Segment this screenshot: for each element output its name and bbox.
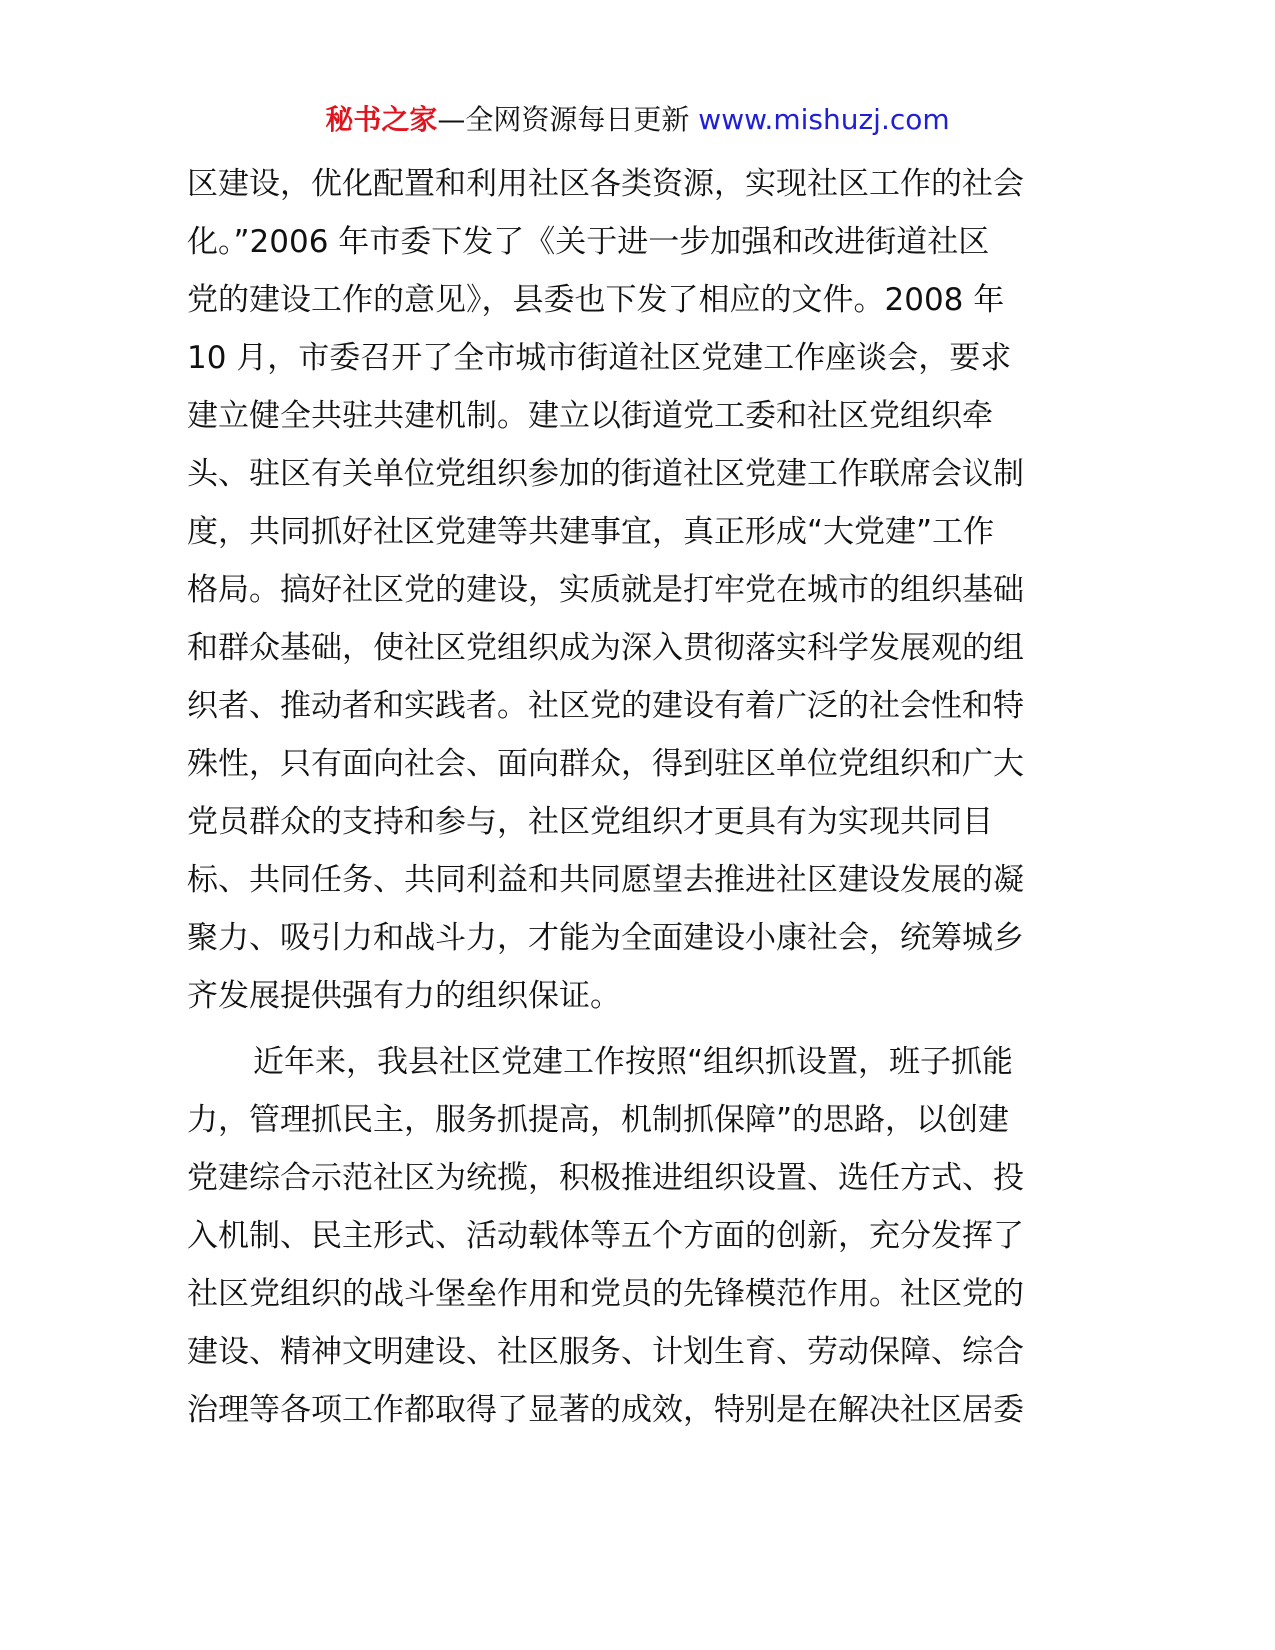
text-line: 齐发展提供强有力的组织保证。 [187, 978, 621, 1014]
text-line: 党建综合示范社区为统揽，积极推进组织设置、选任方式、投 [187, 1160, 1024, 1196]
paragraph-spacer [187, 1025, 1087, 1033]
text-line: 头、驻区有关单位党组织参加的街道社区党建工作联席会议制 [187, 456, 1024, 492]
text-line: 和群众基础，使社区党组织成为深入贯彻落实科学发展观的组 [187, 630, 1024, 666]
website-url[interactable]: www.mishuzj.com [698, 103, 950, 136]
text-line: 10 月，市委召开了全市城市街道社区党建工作座谈会，要求 [187, 340, 1012, 376]
text-line: 织者、推动者和实践者。社区党的建设有着广泛的社会性和特 [187, 688, 1024, 724]
text-line: 党员群众的支持和参与，社区党组织才更具有为实现共同目 [187, 804, 993, 840]
text-line: 党的建设工作的意见》，县委也下发了相应的文件。2008 年 [187, 282, 1005, 318]
text-line-indented: 近年来，我县社区党建工作按照“组织抓设置，班子抓能 [253, 1044, 1014, 1080]
text-line: 治理等各项工作都取得了显著的成效，特别是在解决社区居委 [187, 1392, 1024, 1428]
text-line: 标、共同任务、共同利益和共同愿望去推进社区建设发展的凝 [187, 862, 1024, 898]
text-line: 化。”2006 年市委下发了《关于进一步加强和改进街道社区 [187, 224, 990, 260]
page-header [0, 100, 1275, 140]
header-tagline: —全网资源每日更新 [437, 103, 690, 136]
text-line: 区建设，优化配置和利用社区各类资源，实现社区工作的社会 [187, 166, 1024, 202]
text-line: 格局。搞好社区党的建设，实质就是打牢党在城市的组织基础 [187, 572, 1024, 608]
brand-name: 秘书之家 [325, 103, 438, 136]
paragraph-1 [187, 155, 1087, 1025]
text-line: 聚力、吸引力和战斗力，才能为全面建设小康社会，统筹城乡 [187, 920, 1024, 956]
text-line: 殊性，只有面向社会、面向群众，得到驻区单位党组织和广大 [187, 746, 1024, 782]
document-body [187, 155, 1087, 1439]
text-line: 度，共同抓好社区党建等共建事宜，真正形成“大党建”工作 [187, 514, 995, 550]
text-line: 建立健全共驻共建机制。建立以街道党工委和社区党组织牵 [187, 398, 993, 434]
text-line: 入机制、民主形式、活动载体等五个方面的创新，充分发挥了 [187, 1218, 1024, 1254]
text-line: 社区党组织的战斗堡垒作用和党员的先锋模范作用。社区党的 [187, 1276, 1024, 1312]
text-line: 力，管理抓民主，服务抓提高，机制抓保障”的思路，以创建 [187, 1102, 1010, 1138]
paragraph-2 [187, 1033, 1087, 1439]
text-line: 建设、精神文明建设、社区服务、计划生育、劳动保障、综合 [187, 1334, 1024, 1370]
